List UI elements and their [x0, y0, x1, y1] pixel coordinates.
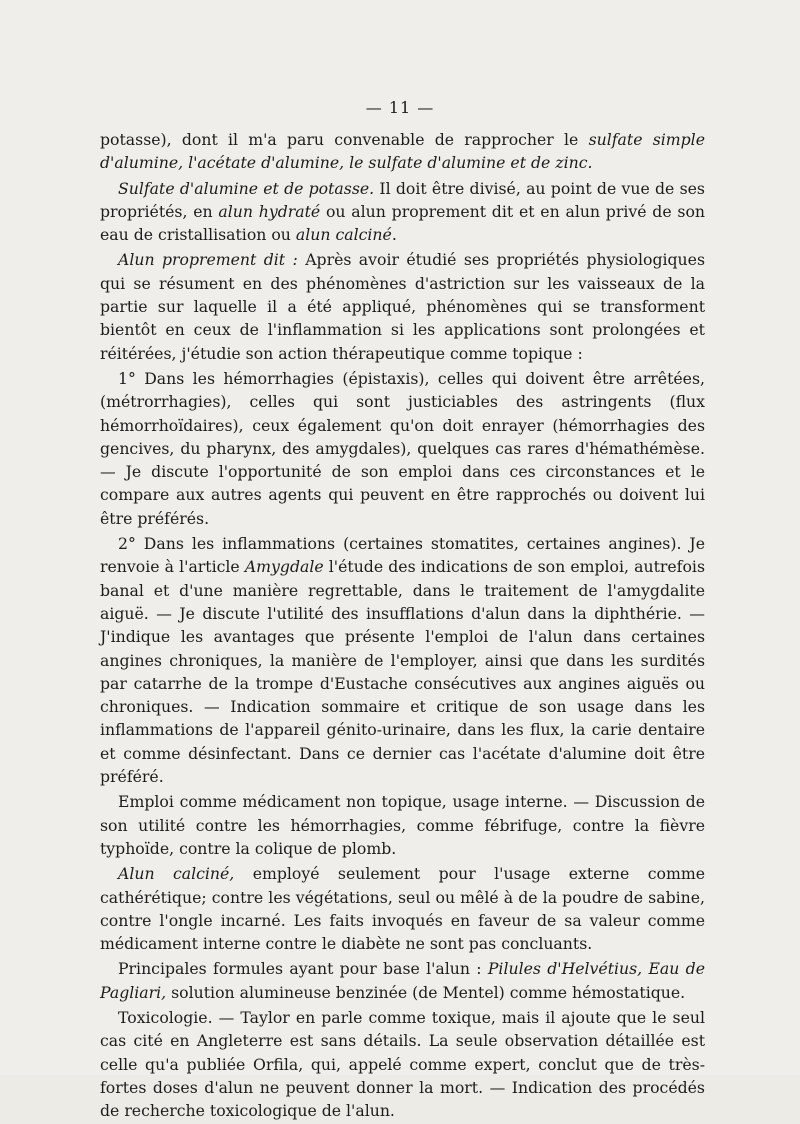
paragraph-4: 1° Dans les hémorrhagies (épistaxis), celles qui doivent être arrêtées, (métrorrhagies), celles qui sont justiciables des astringents (flux hémorrhoïdaires), ceux également qu'on doit enrayer (hémorrhagies des gencives, du pharynx, des amygdales), quelques cas rares d'hémathémèse. — Je discute l'opportunité de son emploi dans ces circonstances et le compare aux autres agents qui peuvent en être rapprochés ou doivent lui être préférés.	[100, 368, 705, 528]
italic-term: alun hydraté	[218, 201, 321, 221]
text-run: Principales formules ayant pour base l'alun :	[118, 959, 488, 979]
body-text	[100, 128, 705, 1124]
text-run: Il doit être divisé, au point de vue de ses propriétés, en	[100, 178, 705, 221]
text-run: potasse), dont il m'a paru convenable de rapprocher le	[100, 130, 589, 149]
text-run: ou alun proprement dit et en alun privé de son eau de cristallisation ou	[100, 201, 705, 245]
paragraph-2	[100, 177, 705, 247]
text-run: employé seulement pour l'usage externe comme cathérétique; contre les végétations, seul ou mêlé à de la poudre de sabine, contre l'ongle incarné. Les faits invoqués en faveur de sa valeur comme médicament interne contre le diabète ne sont pas concluants.	[100, 864, 705, 954]
paragraph-7	[100, 862, 705, 955]
italic-term: alun calciné	[295, 225, 392, 245]
italic-heading: Alun calciné,	[118, 864, 235, 884]
text-run: Après avoir étudié ses propriétés physiologiques qui se résument en des phénomènes d'astriction sur les vaisseaux de la partie sur laquelle il a été appliqué, phénomènes qui se transforment bientôt en ceux de l'inflammation si les applications sont prolongées et réitérées, j'étudie son action thérapeutique comme topique :	[100, 250, 705, 363]
paragraph-5	[100, 532, 705, 788]
paragraph-3	[100, 248, 705, 364]
page-number: — 11 —	[365, 98, 435, 117]
text-run: 2° Dans les inflammations (certaines stomatites, certaines angines). Je renvoie à l'article	[100, 534, 705, 577]
paragraph-9: Toxicologie. — Taylor en parle comme toxique, mais il ajoute que le seul cas cité en Angleterre est sans détails. La seule observation détaillée est celle qu'a publiée Orfila, qui, appelé comme expert, conclut que de très-fortes doses d'alun ne peuvent donner la mort. — Indication des procédés de recherche toxicologique de l'alun.	[100, 1007, 705, 1121]
paragraph-8	[100, 957, 705, 1004]
paragraph-1	[100, 128, 705, 175]
italic-term: sulfate simple d'alumine, l'acétate d'alumine, le sulfate d'alumine et de zinc.	[100, 130, 705, 173]
paragraph-6: Emploi comme médicament non topique, usage interne. — Discussion de son utilité contre les hémorrhagies, comme fébrifuge, contre la fièvre typhoïde, contre la colique de plomb.	[100, 792, 705, 858]
italic-term: Amygdale	[244, 557, 324, 577]
text-run: l'étude des indications de son emploi, autrefois banal et d'une manière regrettable, dans le traitement de l'amygdalite aiguë. — Je discute l'utilité des insufflations d'alun dans la diphthérie. — J'indique les avantages que présente l'emploi de l'alun dans certaines angines chroniques, la manière de l'employer, ainsi que dans les surdités par catarrhe de la trompe d'Eustache consécutives aux angines aiguës ou chroniques. — Indication sommaire et critique de son usage dans les inflammations de l'appareil génito-urinaire, dans les flux, la carie dentaire et comme désinfectant. Dans ce dernier cas l'acétate d'alumine doit être préféré.	[100, 557, 705, 787]
italic-heading: Sulfate d'alumine et de potasse.	[118, 178, 375, 198]
italic-term: Pilules d'Helvétius, Eau de Pagliari,	[100, 959, 705, 1002]
text-run: .	[391, 225, 397, 245]
italic-heading: Alun proprement dit :	[118, 250, 298, 270]
text-run: solution alumineuse benzinée (de Mentel) comme hémostatique.	[166, 982, 686, 1002]
